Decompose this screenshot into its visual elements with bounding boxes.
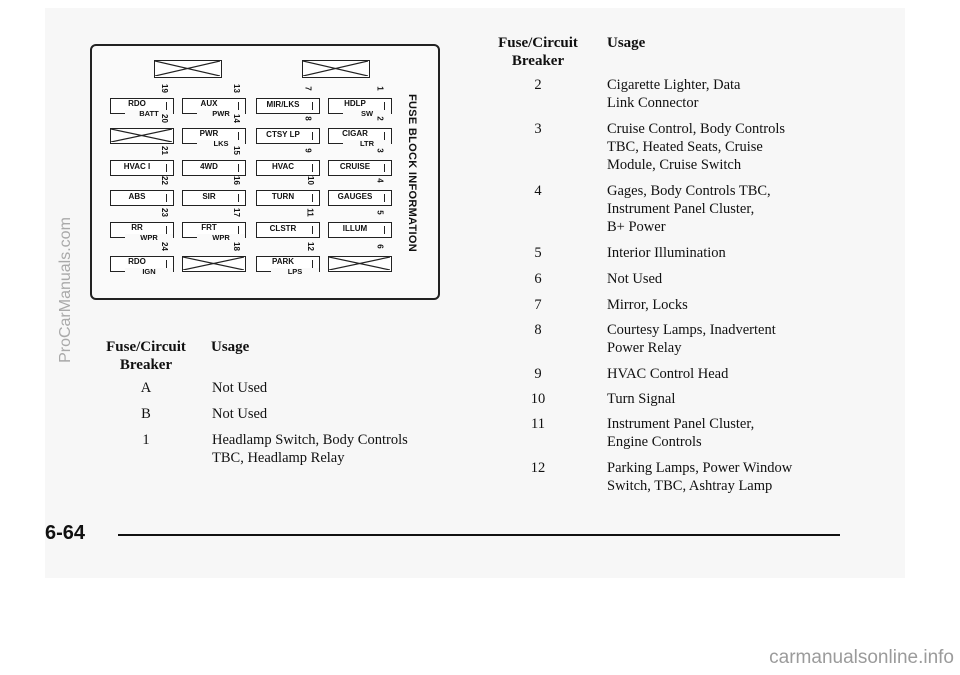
table-row-usage: Instrument Panel Cluster, Engine Controls bbox=[607, 416, 755, 450]
fuse-slot bbox=[328, 98, 392, 118]
fuse-number: 16 bbox=[231, 176, 241, 185]
spare-fuse-top-right bbox=[302, 60, 370, 78]
spare-fuse-top-left bbox=[154, 60, 222, 78]
fuse-label: FRT bbox=[201, 223, 217, 232]
fuse-number: 11 bbox=[305, 208, 315, 217]
fuse-number: 8 bbox=[303, 116, 313, 121]
fuse-number: 23 bbox=[159, 208, 169, 217]
fuse-slot bbox=[256, 98, 320, 114]
fuse-block-diagram bbox=[90, 44, 440, 300]
right-col2-header: Usage bbox=[607, 35, 646, 51]
fuse-label-line2: LKS bbox=[197, 140, 245, 148]
empty-slot-x-icon bbox=[155, 61, 220, 76]
fuse-label: CRUISE bbox=[339, 162, 371, 171]
fuse-number: 12 bbox=[305, 242, 315, 251]
table-row-usage: Courtesy Lamps, Inadvertent Power Relay bbox=[607, 322, 776, 356]
fuse-terminal bbox=[384, 102, 391, 110]
fuse-number: 2 bbox=[375, 116, 385, 121]
fuse-terminal bbox=[166, 194, 173, 202]
fuse-label: SIR bbox=[202, 192, 216, 201]
fuse-terminal bbox=[166, 102, 173, 110]
fuse-number: 19 bbox=[159, 84, 169, 93]
fuse-terminal bbox=[384, 164, 391, 172]
fuse-terminal bbox=[238, 226, 245, 234]
fuse-label-line2: BATT bbox=[125, 110, 173, 118]
fuse-terminal bbox=[312, 164, 319, 172]
fuse-label: ABS bbox=[128, 192, 146, 201]
table-row-usage: Mirror, Locks bbox=[607, 297, 688, 313]
table-row-usage: Not Used bbox=[212, 406, 268, 422]
left-col1-header: Fuse/Circuit Breaker bbox=[106, 339, 186, 373]
table-row-id: 9 bbox=[534, 366, 542, 382]
table-row-id: 11 bbox=[531, 416, 545, 432]
fuse-label: MIR/LKS bbox=[266, 100, 300, 109]
table-row-usage: Cruise Control, Body Controls TBC, Heated Seats, Cruise Module, Cruise Switch bbox=[607, 121, 786, 173]
fuse-label-line2: SW bbox=[343, 110, 391, 118]
right-col1-header: Fuse/Circuit Breaker bbox=[498, 35, 578, 69]
empty-slot-x-icon bbox=[183, 257, 244, 270]
fuse-label-line2: PWR bbox=[197, 110, 245, 118]
fuse-number: 1 bbox=[375, 86, 385, 91]
fuse-number: 3 bbox=[375, 148, 385, 153]
fuse-terminal bbox=[312, 226, 319, 234]
fuse-label: GAUGES bbox=[337, 192, 373, 201]
fuse-number: 5 bbox=[375, 210, 385, 215]
fuse-number: 14 bbox=[231, 114, 241, 123]
fuse-number: 21 bbox=[159, 146, 169, 155]
fuse-terminal bbox=[384, 132, 391, 140]
fuse-slot bbox=[256, 222, 320, 238]
fuse-label: ILLUM bbox=[342, 224, 368, 233]
fuse-number: 15 bbox=[231, 146, 241, 155]
fuse-slot bbox=[182, 98, 246, 118]
fuse-number: 13 bbox=[231, 84, 241, 93]
fuse-terminal bbox=[312, 102, 319, 110]
table-row-id: B bbox=[141, 406, 151, 422]
fuse-number: 10 bbox=[305, 176, 315, 185]
fuse-number: 6 bbox=[375, 244, 385, 249]
fuse-number: 18 bbox=[231, 242, 241, 251]
fuse-number: 22 bbox=[159, 176, 169, 185]
fuse-slot bbox=[110, 98, 174, 118]
table-row-id: 6 bbox=[534, 271, 542, 287]
table-row-usage: Gages, Body Controls TBC, Instrument Panel Cluster, B+ Power bbox=[607, 183, 771, 235]
table-row-id: 4 bbox=[534, 183, 542, 199]
side-watermark: ProCarManuals.com bbox=[57, 217, 74, 363]
table-row-usage: Not Used bbox=[607, 271, 663, 287]
fuse-slot bbox=[110, 256, 174, 276]
fuse-label: HVAC bbox=[271, 162, 295, 171]
fuse-slot bbox=[110, 128, 174, 144]
fuse-terminal bbox=[238, 164, 245, 172]
fuse-slot bbox=[256, 190, 320, 206]
left-col2-header: Usage bbox=[211, 339, 250, 355]
fuse-number: 9 bbox=[303, 148, 313, 153]
fuse-label-line2: LTR bbox=[343, 140, 391, 148]
table-row-usage: Interior Illumination bbox=[607, 245, 726, 261]
fuse-label-line2: WPR bbox=[125, 234, 173, 242]
fuse-terminal bbox=[238, 132, 245, 140]
fuse-label: CTSY LP bbox=[266, 130, 300, 139]
fuse-label: RDO bbox=[128, 257, 146, 266]
fuse-label: CIGAR bbox=[342, 129, 368, 138]
empty-slot-x-icon bbox=[329, 257, 390, 270]
table-row-usage: Headlamp Switch, Body Controls TBC, Headlamp Relay bbox=[212, 432, 408, 466]
fuse-slot bbox=[256, 256, 320, 276]
fuse-slot bbox=[110, 222, 174, 242]
fuse-label: TURN bbox=[271, 192, 295, 201]
fuse-label: PARK bbox=[271, 257, 295, 266]
fuse-slot bbox=[110, 190, 174, 206]
fuse-number: 24 bbox=[159, 242, 169, 251]
table-row-usage: Cigarette Lighter, Data Link Connector bbox=[607, 77, 741, 111]
empty-slot-x-icon bbox=[111, 129, 172, 142]
fuse-label: RDO bbox=[128, 99, 146, 108]
fuse-slot bbox=[328, 190, 392, 206]
fuse-terminal bbox=[312, 194, 319, 202]
table-row-usage: Parking Lamps, Power Window Switch, TBC, Ashtray Lamp bbox=[607, 460, 793, 494]
bottom-watermark: carmanualsonline.info bbox=[769, 647, 954, 668]
table-row-id: 5 bbox=[534, 245, 542, 261]
fuse-slot bbox=[328, 128, 392, 148]
fuse-slot bbox=[328, 160, 392, 176]
fuse-number: 20 bbox=[159, 114, 169, 123]
fuse-block-title: FUSE BLOCK INFORMATION bbox=[406, 94, 418, 252]
fuse-number: 7 bbox=[303, 86, 313, 91]
page-number: 6-64 bbox=[45, 522, 86, 544]
table-row-usage: Turn Signal bbox=[607, 391, 676, 407]
fuse-slot bbox=[182, 128, 246, 148]
fuse-slot bbox=[256, 160, 320, 176]
fuse-slot bbox=[182, 190, 246, 206]
fuse-terminal bbox=[166, 226, 173, 234]
fuse-slot bbox=[182, 256, 246, 272]
fuse-slot bbox=[182, 160, 246, 176]
table-row-id: 8 bbox=[534, 322, 542, 338]
table-row-usage: HVAC Control Head bbox=[607, 366, 729, 382]
fuse-terminal bbox=[312, 260, 319, 268]
fuse-label: AUX bbox=[200, 99, 218, 108]
table-row-id: 10 bbox=[530, 391, 546, 407]
fuse-terminal bbox=[238, 194, 245, 202]
fuse-number: 17 bbox=[231, 208, 241, 217]
fuse-label: PWR bbox=[199, 129, 219, 138]
fuse-terminal bbox=[238, 102, 245, 110]
fuse-label: HDLP bbox=[344, 99, 366, 108]
table-row-id: A bbox=[140, 380, 152, 396]
fuse-terminal bbox=[166, 164, 173, 172]
table-row-id: 2 bbox=[534, 77, 542, 93]
fuse-terminal bbox=[384, 194, 391, 202]
table-row-usage: Not Used bbox=[212, 380, 268, 396]
fuse-slot bbox=[328, 222, 392, 238]
fuse-label: 4WD bbox=[200, 162, 218, 171]
fuse-number: 4 bbox=[375, 178, 385, 183]
fuse-slot bbox=[328, 256, 392, 272]
fuse-label: RR bbox=[131, 223, 143, 232]
fuse-slot bbox=[110, 160, 174, 176]
empty-slot-x-icon bbox=[303, 61, 368, 76]
fuse-label-line2: WPR bbox=[197, 234, 245, 242]
fuse-label-line2: LPS bbox=[271, 268, 319, 276]
table-row-id: 7 bbox=[534, 297, 542, 313]
table-row-id: 1 bbox=[142, 432, 150, 448]
fuse-label: CLSTR bbox=[269, 224, 297, 233]
fuse-terminal bbox=[166, 260, 173, 268]
footer-rule bbox=[118, 534, 840, 536]
fuse-terminal bbox=[312, 132, 319, 140]
fuse-slot bbox=[182, 222, 246, 242]
table-row-id: 12 bbox=[530, 460, 546, 476]
fuse-label: HVAC I bbox=[123, 162, 151, 171]
fuse-slot bbox=[256, 128, 320, 144]
fuse-label-line2: IGN bbox=[125, 268, 173, 276]
table-row-id: 3 bbox=[534, 121, 542, 137]
fuse-terminal bbox=[384, 226, 391, 234]
